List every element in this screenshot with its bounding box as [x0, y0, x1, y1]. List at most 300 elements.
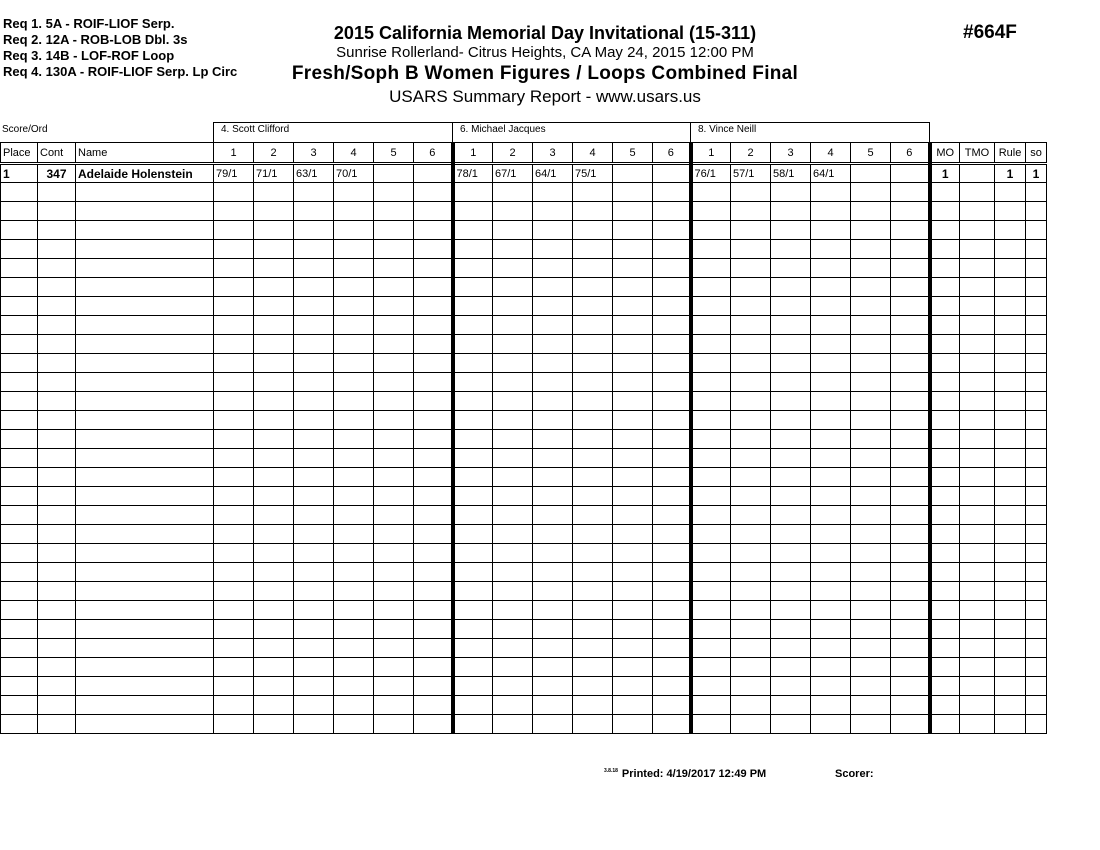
- empty-cell: [533, 392, 573, 411]
- empty-cell: [453, 183, 493, 202]
- empty-cell: [214, 506, 254, 525]
- empty-cell: [960, 506, 995, 525]
- empty-cell: [254, 354, 294, 373]
- empty-cell: [76, 202, 214, 221]
- empty-cell: [414, 221, 453, 240]
- empty-cell: [573, 449, 613, 468]
- empty-cell: [573, 563, 613, 582]
- empty-cell: [771, 658, 811, 677]
- empty-cell: [1026, 392, 1047, 411]
- score-cell: 64/1: [811, 164, 851, 183]
- empty-cell: [294, 240, 334, 259]
- empty-cell: [891, 354, 930, 373]
- empty-cell: [533, 316, 573, 335]
- col-j2-4: 4: [573, 143, 613, 164]
- col-j3-1: 1: [691, 143, 731, 164]
- empty-cell: [960, 677, 995, 696]
- empty-cell: [573, 278, 613, 297]
- empty-cell: [38, 316, 76, 335]
- empty-cell: [573, 696, 613, 715]
- empty-cell: [811, 677, 851, 696]
- table-row-empty: [1, 335, 1047, 354]
- mo-cell: 1: [930, 164, 960, 183]
- empty-cell: [254, 677, 294, 696]
- empty-cell: [691, 278, 731, 297]
- empty-cell: [930, 430, 960, 449]
- empty-cell: [493, 373, 533, 392]
- empty-cell: [653, 411, 691, 430]
- empty-cell: [811, 449, 851, 468]
- empty-cell: [453, 411, 493, 430]
- empty-cell: [334, 658, 374, 677]
- empty-cell: [653, 202, 691, 221]
- empty-cell: [214, 430, 254, 449]
- empty-cell: [573, 487, 613, 506]
- empty-cell: [995, 354, 1026, 373]
- empty-cell: [374, 240, 414, 259]
- empty-cell: [771, 183, 811, 202]
- empty-cell: [374, 582, 414, 601]
- empty-cell: [811, 221, 851, 240]
- empty-cell: [691, 582, 731, 601]
- empty-cell: [995, 316, 1026, 335]
- table-row-empty: [1, 316, 1047, 335]
- empty-cell: [76, 677, 214, 696]
- empty-cell: [613, 259, 653, 278]
- empty-cell: [254, 525, 294, 544]
- empty-cell: [374, 221, 414, 240]
- empty-cell: [254, 449, 294, 468]
- empty-cell: [414, 544, 453, 563]
- empty-cell: [811, 715, 851, 734]
- empty-cell: [453, 544, 493, 563]
- empty-cell: [76, 411, 214, 430]
- empty-cell: [493, 582, 533, 601]
- empty-cell: [691, 544, 731, 563]
- empty-cell: [691, 696, 731, 715]
- empty-cell: [653, 715, 691, 734]
- empty-cell: [76, 373, 214, 392]
- empty-cell: [214, 278, 254, 297]
- empty-cell: [374, 278, 414, 297]
- empty-cell: [493, 544, 533, 563]
- col-cont: Cont: [38, 143, 76, 164]
- empty-cell: [254, 373, 294, 392]
- empty-cell: [731, 639, 771, 658]
- empty-cell: [493, 449, 533, 468]
- empty-cell: [76, 563, 214, 582]
- empty-cell: [1026, 468, 1047, 487]
- empty-cell: [731, 392, 771, 411]
- empty-cell: [76, 316, 214, 335]
- empty-cell: [691, 601, 731, 620]
- empty-cell: [334, 259, 374, 278]
- empty-cell: [653, 335, 691, 354]
- empty-cell: [1026, 601, 1047, 620]
- empty-cell: [533, 449, 573, 468]
- empty-cell: [653, 639, 691, 658]
- empty-cell: [294, 411, 334, 430]
- empty-cell: [891, 715, 930, 734]
- empty-cell: [38, 335, 76, 354]
- empty-cell: [334, 335, 374, 354]
- empty-cell: [414, 715, 453, 734]
- empty-cell: [653, 506, 691, 525]
- empty-cell: [573, 525, 613, 544]
- empty-cell: [573, 354, 613, 373]
- empty-cell: [334, 392, 374, 411]
- empty-cell: [930, 487, 960, 506]
- empty-cell: [38, 392, 76, 411]
- empty-cell: [76, 278, 214, 297]
- empty-cell: [573, 202, 613, 221]
- empty-cell: [493, 278, 533, 297]
- empty-cell: [493, 677, 533, 696]
- empty-cell: [771, 525, 811, 544]
- empty-cell: [613, 715, 653, 734]
- col-j1-2: 2: [254, 143, 294, 164]
- table-row-empty: [1, 411, 1047, 430]
- empty-cell: [851, 411, 891, 430]
- empty-cell: [38, 278, 76, 297]
- table-row-empty: [1, 696, 1047, 715]
- empty-cell: [374, 468, 414, 487]
- empty-cell: [214, 639, 254, 658]
- empty-cell: [214, 487, 254, 506]
- empty-cell: [653, 430, 691, 449]
- empty-cell: [493, 297, 533, 316]
- empty-cell: [691, 620, 731, 639]
- empty-cell: [851, 563, 891, 582]
- empty-cell: [930, 468, 960, 487]
- empty-cell: [811, 487, 851, 506]
- empty-cell: [573, 259, 613, 278]
- empty-cell: [38, 544, 76, 563]
- venue-line: Sunrise Rollerland- Citrus Heights, CA May 24, 2015 12:00 PM: [336, 44, 754, 61]
- empty-cell: [1, 506, 38, 525]
- empty-cell: [533, 183, 573, 202]
- empty-cell: [76, 221, 214, 240]
- empty-cell: [731, 487, 771, 506]
- col-tmo: TMO: [960, 143, 995, 164]
- empty-cell: [930, 297, 960, 316]
- score-cell: 79/1: [214, 164, 254, 183]
- empty-cell: [533, 354, 573, 373]
- table-row: [1, 164, 1047, 183]
- empty-cell: [573, 411, 613, 430]
- table-row-empty: [1, 582, 1047, 601]
- empty-cell: [653, 240, 691, 259]
- empty-cell: [691, 392, 731, 411]
- col-j2-5: 5: [613, 143, 653, 164]
- empty-cell: [573, 506, 613, 525]
- empty-cell: [1026, 259, 1047, 278]
- empty-cell: [995, 297, 1026, 316]
- empty-cell: [76, 449, 214, 468]
- empty-cell: [374, 411, 414, 430]
- empty-cell: [613, 506, 653, 525]
- empty-cell: [1, 544, 38, 563]
- empty-cell: [891, 278, 930, 297]
- empty-cell: [38, 297, 76, 316]
- empty-cell: [691, 430, 731, 449]
- empty-cell: [533, 221, 573, 240]
- empty-cell: [811, 601, 851, 620]
- empty-cell: [731, 563, 771, 582]
- empty-cell: [653, 297, 691, 316]
- empty-cell: [374, 449, 414, 468]
- empty-cell: [731, 677, 771, 696]
- empty-cell: [374, 696, 414, 715]
- requirement-4: Req 4. 130A - ROIF-LIOF Serp. Lp Circ: [3, 64, 238, 79]
- empty-cell: [334, 221, 374, 240]
- empty-cell: [573, 183, 613, 202]
- empty-cell: [254, 411, 294, 430]
- score-cell: 75/1: [573, 164, 613, 183]
- empty-cell: [653, 183, 691, 202]
- empty-cell: [214, 373, 254, 392]
- empty-cell: [930, 658, 960, 677]
- empty-cell: [76, 658, 214, 677]
- table-row-empty: [1, 525, 1047, 544]
- empty-cell: [493, 601, 533, 620]
- empty-cell: [493, 696, 533, 715]
- empty-cell: [771, 278, 811, 297]
- empty-cell: [214, 297, 254, 316]
- empty-cell: [294, 468, 334, 487]
- empty-cell: [334, 202, 374, 221]
- empty-cell: [294, 354, 334, 373]
- empty-cell: [414, 392, 453, 411]
- empty-cell: [851, 316, 891, 335]
- empty-cell: [573, 582, 613, 601]
- empty-cell: [453, 297, 493, 316]
- table-row-empty: [1, 259, 1047, 278]
- empty-cell: [811, 620, 851, 639]
- empty-cell: [38, 430, 76, 449]
- empty-cell: [493, 240, 533, 259]
- empty-cell: [930, 335, 960, 354]
- empty-cell: [811, 506, 851, 525]
- col-j1-4: 4: [334, 143, 374, 164]
- empty-cell: [493, 430, 533, 449]
- table-row-empty: [1, 183, 1047, 202]
- score-cell: [414, 164, 453, 183]
- empty-cell: [254, 544, 294, 563]
- empty-cell: [533, 639, 573, 658]
- empty-cell: [254, 582, 294, 601]
- empty-cell: [811, 525, 851, 544]
- empty-cell: [851, 354, 891, 373]
- empty-cell: [891, 544, 930, 563]
- empty-cell: [214, 715, 254, 734]
- empty-cell: [771, 677, 811, 696]
- empty-cell: [653, 259, 691, 278]
- empty-cell: [214, 658, 254, 677]
- empty-cell: [995, 449, 1026, 468]
- empty-cell: [930, 506, 960, 525]
- empty-cell: [1, 449, 38, 468]
- empty-cell: [294, 202, 334, 221]
- empty-cell: [76, 639, 214, 658]
- empty-cell: [851, 715, 891, 734]
- empty-cell: [533, 525, 573, 544]
- empty-cell: [76, 240, 214, 259]
- empty-cell: [493, 525, 533, 544]
- empty-cell: [38, 715, 76, 734]
- empty-cell: [573, 297, 613, 316]
- table-row-empty: [1, 715, 1047, 734]
- empty-cell: [254, 620, 294, 639]
- empty-cell: [851, 183, 891, 202]
- empty-cell: [214, 316, 254, 335]
- empty-cell: [294, 183, 334, 202]
- empty-cell: [334, 468, 374, 487]
- empty-cell: [334, 715, 374, 734]
- empty-cell: [38, 658, 76, 677]
- empty-cell: [960, 354, 995, 373]
- empty-cell: [214, 240, 254, 259]
- empty-cell: [1, 639, 38, 658]
- empty-cell: [533, 658, 573, 677]
- empty-cell: [453, 240, 493, 259]
- empty-cell: [691, 297, 731, 316]
- empty-cell: [653, 582, 691, 601]
- empty-cell: [891, 620, 930, 639]
- empty-cell: [851, 259, 891, 278]
- empty-cell: [374, 544, 414, 563]
- empty-cell: [214, 525, 254, 544]
- empty-cell: [653, 601, 691, 620]
- empty-cell: [691, 316, 731, 335]
- empty-cell: [1, 373, 38, 392]
- empty-cell: [294, 278, 334, 297]
- empty-cell: [960, 316, 995, 335]
- empty-cell: [930, 183, 960, 202]
- empty-cell: [374, 487, 414, 506]
- empty-cell: [453, 259, 493, 278]
- empty-cell: [891, 601, 930, 620]
- table-row-empty: [1, 221, 1047, 240]
- empty-cell: [851, 278, 891, 297]
- score-cell: 71/1: [254, 164, 294, 183]
- empty-cell: [76, 335, 214, 354]
- empty-cell: [533, 677, 573, 696]
- empty-cell: [1, 715, 38, 734]
- empty-cell: [891, 449, 930, 468]
- empty-cell: [960, 373, 995, 392]
- empty-cell: [960, 525, 995, 544]
- empty-cell: [374, 316, 414, 335]
- empty-cell: [691, 221, 731, 240]
- empty-cell: [254, 278, 294, 297]
- empty-cell: [771, 373, 811, 392]
- empty-cell: [294, 373, 334, 392]
- empty-cell: [771, 582, 811, 601]
- empty-cell: [771, 715, 811, 734]
- empty-cell: [414, 259, 453, 278]
- empty-cell: [453, 449, 493, 468]
- empty-cell: [334, 601, 374, 620]
- empty-cell: [731, 544, 771, 563]
- empty-cell: [38, 487, 76, 506]
- empty-cell: [891, 411, 930, 430]
- empty-cell: [691, 373, 731, 392]
- empty-cell: [811, 696, 851, 715]
- place-cell: 1: [1, 164, 38, 183]
- empty-cell: [38, 240, 76, 259]
- empty-cell: [1026, 658, 1047, 677]
- empty-cell: [493, 639, 533, 658]
- empty-cell: [334, 316, 374, 335]
- empty-cell: [453, 639, 493, 658]
- empty-cell: [294, 715, 334, 734]
- empty-cell: [613, 221, 653, 240]
- empty-cell: [334, 544, 374, 563]
- empty-cell: [374, 525, 414, 544]
- table-row-empty: [1, 468, 1047, 487]
- empty-cell: [493, 620, 533, 639]
- empty-cell: [613, 240, 653, 259]
- tmo-cell: [960, 164, 995, 183]
- empty-cell: [811, 639, 851, 658]
- empty-cell: [1, 582, 38, 601]
- empty-cell: [960, 221, 995, 240]
- empty-cell: [811, 582, 851, 601]
- empty-cell: [613, 525, 653, 544]
- col-j1-1: 1: [214, 143, 254, 164]
- empty-cell: [995, 563, 1026, 582]
- empty-cell: [414, 373, 453, 392]
- empty-cell: [374, 658, 414, 677]
- empty-cell: [731, 696, 771, 715]
- empty-cell: [533, 335, 573, 354]
- empty-cell: [493, 411, 533, 430]
- score-cell: [613, 164, 653, 183]
- empty-cell: [414, 202, 453, 221]
- empty-cell: [613, 563, 653, 582]
- empty-cell: [771, 487, 811, 506]
- table-row-empty: [1, 601, 1047, 620]
- empty-cell: [453, 468, 493, 487]
- empty-cell: [731, 430, 771, 449]
- empty-cell: [414, 354, 453, 373]
- table-row-empty: [1, 639, 1047, 658]
- empty-cell: [374, 620, 414, 639]
- empty-cell: [38, 259, 76, 278]
- empty-cell: [653, 658, 691, 677]
- empty-cell: [453, 525, 493, 544]
- table-row-empty: [1, 449, 1047, 468]
- col-j2-1: 1: [453, 143, 493, 164]
- empty-cell: [960, 601, 995, 620]
- empty-cell: [254, 202, 294, 221]
- printed-footer: [604, 768, 766, 780]
- empty-cell: [613, 677, 653, 696]
- empty-cell: [414, 411, 453, 430]
- empty-cell: [653, 392, 691, 411]
- empty-cell: [891, 525, 930, 544]
- empty-cell: [453, 620, 493, 639]
- empty-cell: [214, 582, 254, 601]
- empty-cell: [731, 582, 771, 601]
- empty-cell: [1, 278, 38, 297]
- empty-cell: [731, 715, 771, 734]
- empty-cell: [1, 601, 38, 620]
- empty-cell: [960, 468, 995, 487]
- empty-cell: [533, 202, 573, 221]
- empty-cell: [960, 278, 995, 297]
